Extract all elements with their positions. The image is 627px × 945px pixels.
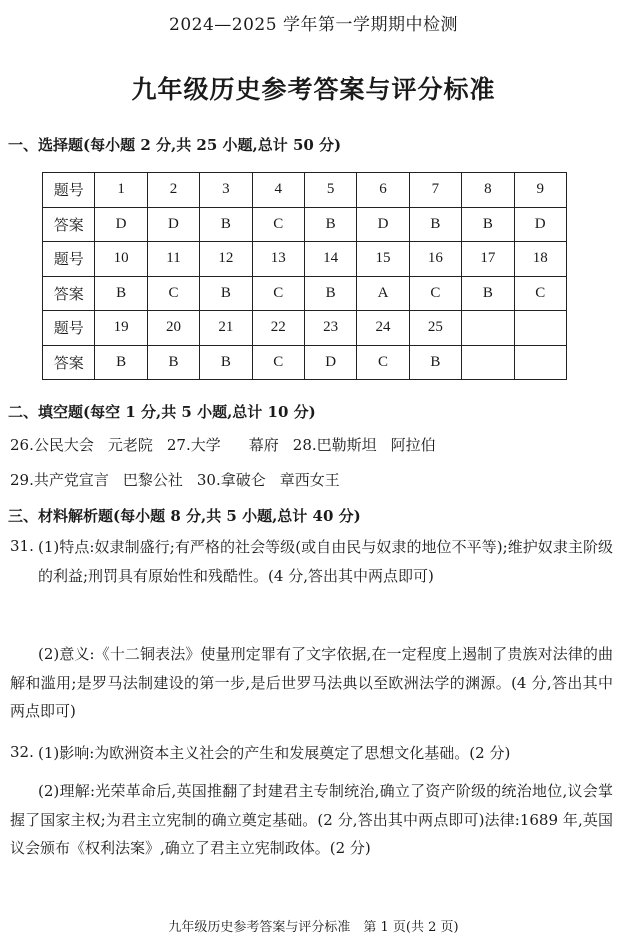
fill-answers-line-2	[10, 469, 340, 490]
answer-cell: D	[304, 345, 356, 380]
question-number-label: 题号	[43, 173, 95, 208]
question-number-label: 题号	[43, 311, 95, 346]
question-number: 22	[252, 311, 304, 346]
question-number: 18	[514, 242, 566, 277]
fill-answer: 章西女王	[279, 471, 340, 489]
answer-cell: B	[200, 276, 252, 311]
answer-label: 答案	[43, 345, 95, 380]
answer-table	[42, 172, 567, 380]
q32-part2: (2)理解:光荣革命后,英国推翻了封建君主专制统治,确立了资产阶级的统治地位,议会掌握了国家主权;为君主立宪制的确立奠定基础。(2 分,答出其中两点即可)法律:1689 年,英国议会颁布《权利法案》,确立了君主立宪制政体。(2 分)	[10, 782, 613, 857]
question-number: 19	[95, 311, 147, 346]
answer-cell: C	[252, 345, 304, 380]
answer-cell: B	[409, 207, 461, 242]
answer-cell: C	[409, 276, 461, 311]
table-row	[43, 242, 567, 277]
answer-cell: C	[252, 276, 304, 311]
answer-cell: D	[147, 207, 199, 242]
fill-answer: 大学	[190, 436, 221, 454]
question-number: 1	[95, 173, 147, 208]
question-number: 15	[357, 242, 409, 277]
answer-cell: B	[304, 276, 356, 311]
question-number: 3	[200, 173, 252, 208]
answer-cell: D	[514, 207, 566, 242]
answer-cell: A	[357, 276, 409, 311]
answer-cell: B	[409, 345, 461, 380]
answer-cell: B	[200, 345, 252, 380]
question-number: 28.	[292, 436, 317, 454]
answer-cell: B	[95, 276, 147, 311]
q31-part2: (2)意义:《十二铜表法》使量刑定罪有了文字依据,在一定程度上遏制了贵族对法律的曲解和滥用;是罗马法制建设的第一步,是后世罗马法典以至欧洲法学的渊源。(4 分,答出其中两点即可)	[10, 645, 613, 720]
q31-part1: (1)特点:奴隶制盛行;有严格的社会等级(或自由民与奴隶的地位不平等);维护奴隶主阶级的利益;刑罚具有原始性和残酷性。(4 分,答出其中两点即可)	[38, 538, 613, 585]
table-row	[43, 345, 567, 380]
question-number: 4	[252, 173, 304, 208]
answer-cell: C	[252, 207, 304, 242]
answer-cell: B	[304, 207, 356, 242]
answer-cell: B	[200, 207, 252, 242]
question-number: 20	[147, 311, 199, 346]
question-number: 5	[304, 173, 356, 208]
answer-cell	[462, 345, 514, 380]
fill-answer: 元老院	[107, 436, 153, 454]
fill-answer: 公民大会	[33, 436, 94, 454]
fill-answer: 阿拉伯	[390, 436, 436, 454]
answer-cell: B	[95, 345, 147, 380]
section1-heading: 一、选择题(每小题 2 分,共 25 小题,总计 50 分)	[8, 136, 342, 154]
exam-title: 2024—2025 学年第一学期期中检测	[169, 15, 458, 35]
question-number: 21	[200, 311, 252, 346]
question-number: 30.	[196, 471, 221, 489]
answer-cell: B	[147, 345, 199, 380]
question-number: 10	[95, 242, 147, 277]
table-row	[43, 276, 567, 311]
question-number: 17	[462, 242, 514, 277]
question-number: 16	[409, 242, 461, 277]
fill-answer: 巴黎公社	[122, 471, 183, 489]
section3-heading: 三、材料解析题(每小题 8 分,共 5 小题,总计 40 分)	[8, 507, 361, 525]
question-number: 25	[409, 311, 461, 346]
question-number: 24	[357, 311, 409, 346]
answer-cell: C	[357, 345, 409, 380]
question-number: 11	[147, 242, 199, 277]
question-number: 26.	[10, 436, 34, 454]
fill-answer: 幕府	[248, 436, 279, 454]
section2-heading: 二、填空题(每空 1 分,共 5 小题,总计 10 分)	[8, 403, 316, 421]
question-number	[462, 311, 514, 346]
q32-part1: (1)影响:为欧洲资本主义社会的产生和发展奠定了思想文化基础。(2 分)	[38, 744, 511, 762]
fill-answer: 拿破仑	[220, 471, 266, 489]
question-number: 6	[357, 173, 409, 208]
question-number: 8	[462, 173, 514, 208]
question-number: 13	[252, 242, 304, 277]
question-number: 7	[409, 173, 461, 208]
answer-cell: D	[95, 207, 147, 242]
answer-label: 答案	[43, 276, 95, 311]
question-number: 23	[304, 311, 356, 346]
page-footer: 九年级历史参考答案与评分标准 第 1 页(共 2 页)	[168, 920, 459, 935]
fill-answers-line-1	[10, 434, 436, 455]
question-number: 2	[147, 173, 199, 208]
q32-number: 32.	[10, 743, 34, 761]
question-number: 12	[200, 242, 252, 277]
question-number: 27.	[166, 436, 191, 454]
answer-cell: C	[147, 276, 199, 311]
answer-cell: C	[514, 276, 566, 311]
question-number: 14	[304, 242, 356, 277]
fill-answer: 共产党宣言	[33, 471, 109, 489]
table-row	[43, 207, 567, 242]
fill-answer: 巴勒斯坦	[316, 436, 377, 454]
table-row	[43, 173, 567, 208]
question-number	[514, 311, 566, 346]
answer-cell: B	[462, 207, 514, 242]
q31-number: 31.	[10, 537, 34, 555]
answer-cell	[514, 345, 566, 380]
answer-cell: D	[357, 207, 409, 242]
document-title: 九年级历史参考答案与评分标准	[131, 75, 496, 104]
table-row	[43, 311, 567, 346]
answer-cell: B	[462, 276, 514, 311]
question-number: 9	[514, 173, 566, 208]
answer-label: 答案	[43, 207, 95, 242]
question-number-label: 题号	[43, 242, 95, 277]
question-number: 29.	[10, 471, 34, 489]
